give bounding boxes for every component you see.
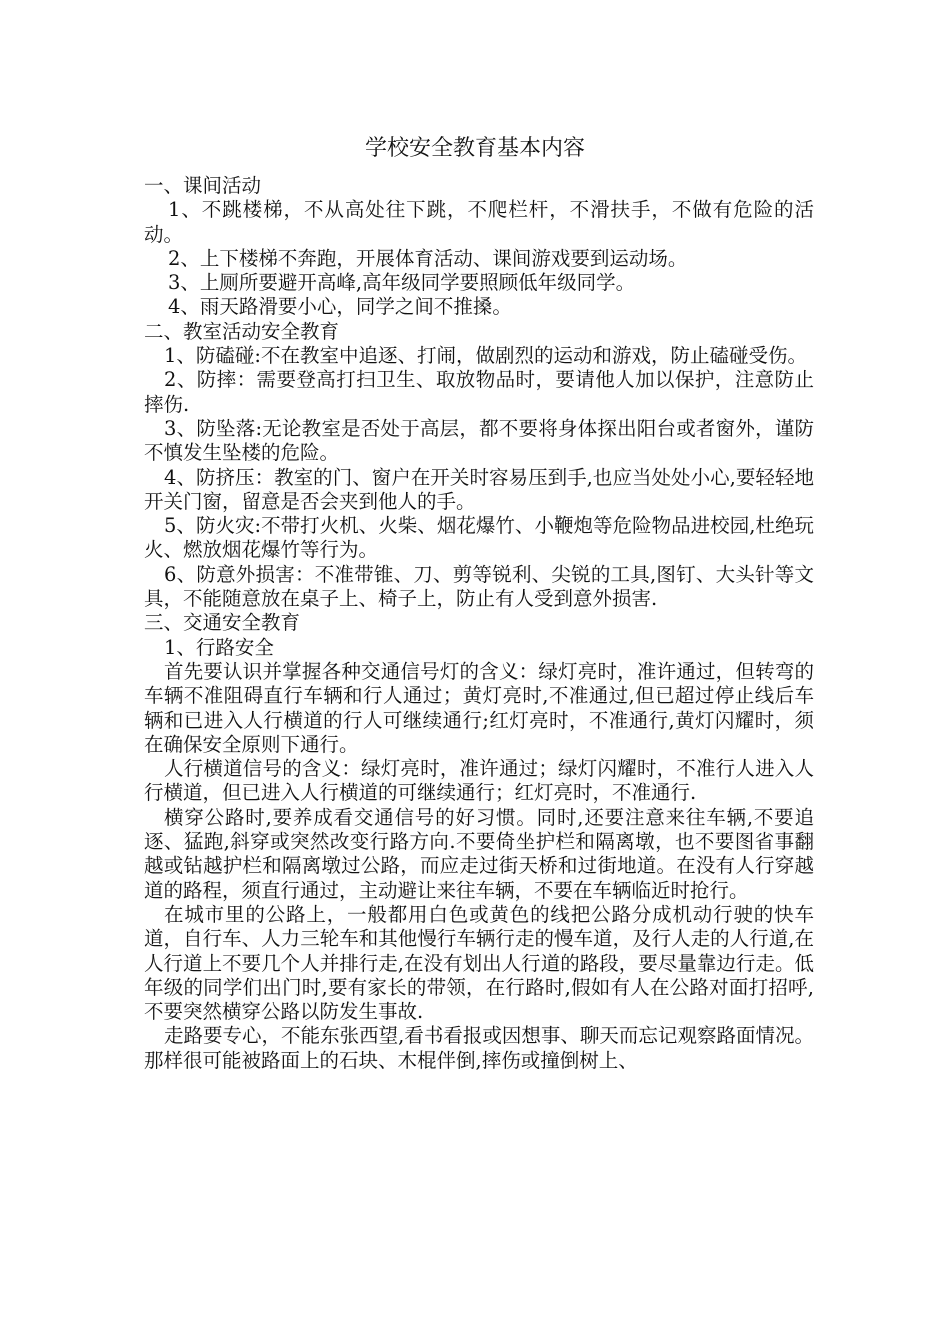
paragraph: 走路要专心，不能东张西望,看书看报或因想事、聊天而忘记观察路面情况。那样很可能被路面上的石块、木棍伴倒,摔伤或撞倒树上、 [144,1024,814,1072]
paragraph: 2、上下楼梯不奔跑，开展体育活动、课间游戏要到运动场。 [168,246,688,270]
section-heading: 三、交通安全教育 [144,611,301,635]
paragraph: 3、防坠落:无论教室是否处于高层，都不要将身体探出阳台或者窗外，谨防不慎发生坠楼的危险。 [144,416,814,465]
paragraph: 首先要认识并掌握各种交通信号灯的含义：绿灯亮时，准许通过，但转弯的车辆不准阻碍直行车辆和行人通过；黄灯亮时,不准通过,但已超过停止线后车辆和已进入人行横道的行人可继续通行;红灯亮时，不准通行,黄灯闪耀时，须在确保安全原则下通行。 [144,659,814,756]
paragraph: 3、上厕所要避开高峰,高年级同学要照顾低年级同学。 [168,271,636,295]
paragraph: 1、防磕碰:不在教室中追逐、打闹，做剧烈的运动和游戏，防止磕碰受伤。 [164,344,807,368]
paragraph: 横穿公路时,要养成看交通信号的好习惯。同时,还要注意来往车辆,不要追逐、猛跑,斜穿或突然改变行路方向.不要倚坐护栏和隔离墩，也不要图省事翻越或钻越护栏和隔离墩过公路，而应走过街天桥和过街地道。在没有人行穿越道的路程，须直行通过，主动避让来往车辆，不要在车辆临近时抢行。 [144,805,814,902]
paragraph: 人行横道信号的含义：绿灯亮时，准许通过；绿灯闪耀时，不准行人进入人行横道，但已进入人行横道的可继续通行；红灯亮时，不准通行. [144,757,814,805]
paragraph: 在城市里的公路上，一般都用白色或黄色的线把公路分成机动行驶的快车道，自行车、人力三轮车和其他慢行车辆行走的慢车道，及行人走的人行道,在人行道上不要几个人并排行走,在没有划出人行道的路段，要尽量靠边行走。低年级的同学们出门时,要有家长的带领，在行路时,假如有人在公路对面打招呼,不要突然横穿公路以防发生事故. [144,902,814,1024]
paragraph: 2、防摔：需要登高打扫卫生、取放物品时，要请他人加以保护，注意防止摔伤. [144,368,814,416]
section-heading: 一、课间活动 [144,174,262,197]
paragraph: 4、雨天路滑要小心，同学之间不推搡。 [168,295,512,319]
section-heading: 二、教室活动安全教育 [144,319,340,343]
subsection-heading: 1、行路安全 [164,635,274,659]
document-body [144,174,814,1073]
paragraph: 5、防火灾:不带打火机、火柴、烟花爆竹、小鞭炮等危险物品进校园,杜绝玩火、燃放烟花爆竹等行为。 [144,514,814,562]
paragraph: 4、防挤压：教室的门、窗户在开关时容易压到手,也应当处处小心,要轻轻地开关门窗，留意是否会夹到他人的手。 [144,465,814,513]
paragraph: 6、防意外损害：不准带锥、刀、剪等锐利、尖锐的工具,图钉、大头针等文具，不能随意放在桌子上、椅子上，防止有人受到意外损害. [144,562,814,611]
paragraph: 1、不跳楼梯，不从高处往下跳，不爬栏杆，不滑扶手，不做有危险的活动。 [144,198,814,246]
page-title: 学校安全教育基本内容 [364,136,585,161]
